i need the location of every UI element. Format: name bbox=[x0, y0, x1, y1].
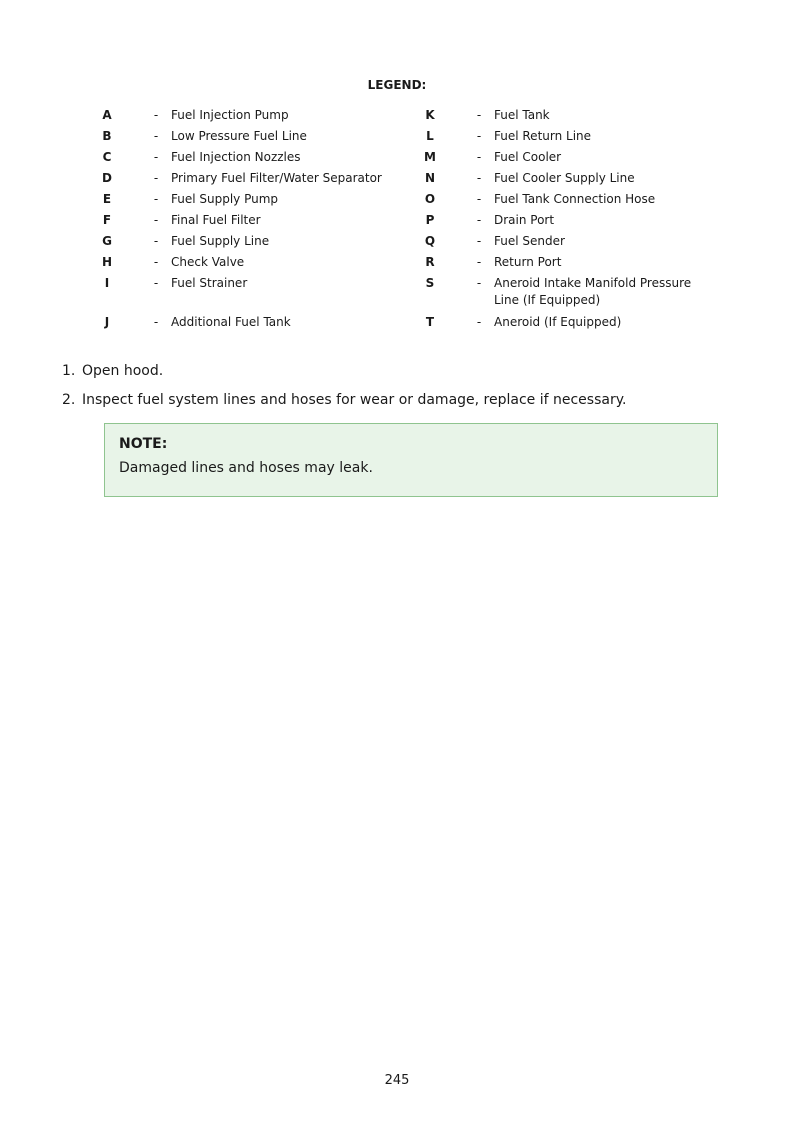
legend-description: Aneroid (If Equipped) bbox=[494, 315, 622, 329]
note-text: Damaged lines and hoses may leak. bbox=[119, 460, 373, 476]
legend-dash: - bbox=[476, 171, 482, 185]
legend-letter: N bbox=[424, 171, 436, 185]
legend-dash: - bbox=[153, 129, 159, 143]
legend-dash: - bbox=[476, 108, 482, 122]
legend-dash: - bbox=[153, 276, 159, 290]
procedure-step bbox=[62, 362, 163, 380]
legend-dash: - bbox=[476, 255, 482, 269]
legend-description: Fuel Supply Line bbox=[171, 234, 270, 248]
legend-letter: C bbox=[102, 150, 112, 164]
legend-description: Fuel Sender bbox=[494, 234, 565, 248]
legend-letter: K bbox=[425, 108, 435, 122]
legend-dash: - bbox=[153, 315, 159, 329]
legend-description: Return Port bbox=[494, 255, 562, 269]
legend-description: Drain Port bbox=[494, 213, 555, 227]
legend-letter: E bbox=[102, 192, 112, 206]
legend-dash: - bbox=[153, 150, 159, 164]
legend-letter: L bbox=[426, 129, 434, 143]
legend-description: Check Valve bbox=[171, 255, 245, 269]
legend-letter: R bbox=[425, 255, 435, 269]
legend-letter: G bbox=[102, 234, 112, 248]
legend-dash: - bbox=[153, 171, 159, 185]
procedure-step bbox=[62, 391, 626, 409]
legend-letter: F bbox=[102, 213, 112, 227]
legend-dash: - bbox=[476, 213, 482, 227]
legend-description: Fuel Strainer bbox=[171, 276, 248, 290]
legend-description: Final Fuel Filter bbox=[171, 213, 261, 227]
step-text: Inspect fuel system lines and hoses for wear or damage, replace if necessary. bbox=[82, 392, 627, 408]
legend-letter: D bbox=[102, 171, 112, 185]
legend-letter: T bbox=[425, 315, 435, 329]
legend-dash: - bbox=[476, 192, 482, 206]
legend-letter: B bbox=[102, 129, 112, 143]
legend-letter: H bbox=[101, 255, 113, 269]
legend-letter: A bbox=[102, 108, 112, 122]
legend-description: Primary Fuel Filter/Water Separator bbox=[171, 171, 382, 185]
legend-title: LEGEND: bbox=[367, 78, 427, 92]
legend-letter: M bbox=[424, 150, 436, 164]
step-text: Open hood. bbox=[82, 363, 164, 379]
legend-dash: - bbox=[476, 150, 482, 164]
legend-description: Fuel Cooler Supply Line bbox=[494, 171, 635, 185]
note-title: NOTE: bbox=[119, 436, 168, 452]
step-number: 2. bbox=[62, 392, 76, 408]
legend-letter: P bbox=[425, 213, 435, 227]
legend-description: Fuel Tank Connection Hose bbox=[494, 192, 656, 206]
legend-description: Low Pressure Fuel Line bbox=[171, 129, 307, 143]
legend-dash: - bbox=[476, 129, 482, 143]
legend-description: Fuel Tank bbox=[494, 108, 550, 122]
legend-dash: - bbox=[153, 192, 159, 206]
legend-letter: S bbox=[425, 276, 435, 290]
legend-letter: I bbox=[104, 276, 110, 290]
legend-letter: J bbox=[104, 315, 110, 329]
legend-dash: - bbox=[476, 315, 482, 329]
legend-letter: Q bbox=[424, 234, 436, 248]
legend-dash: - bbox=[476, 234, 482, 248]
legend-letter: O bbox=[424, 192, 436, 206]
legend-dash: - bbox=[153, 234, 159, 248]
legend-description: Fuel Cooler bbox=[494, 150, 562, 164]
legend-description: Fuel Return Line bbox=[494, 129, 592, 143]
step-number: 1. bbox=[62, 363, 76, 379]
legend-description: Fuel Injection Pump bbox=[171, 108, 289, 122]
legend-description: Fuel Injection Nozzles bbox=[171, 150, 301, 164]
page-number: 245 bbox=[384, 1073, 410, 1088]
legend-dash: - bbox=[476, 276, 482, 290]
legend-description: Additional Fuel Tank bbox=[171, 315, 291, 329]
note-box bbox=[104, 423, 718, 497]
legend-description: Aneroid Intake Manifold Pressure Line (If Equipped) bbox=[494, 276, 692, 307]
legend-dash: - bbox=[153, 108, 159, 122]
legend-dash: - bbox=[153, 213, 159, 227]
legend-description: Fuel Supply Pump bbox=[171, 192, 279, 206]
legend-dash: - bbox=[153, 255, 159, 269]
